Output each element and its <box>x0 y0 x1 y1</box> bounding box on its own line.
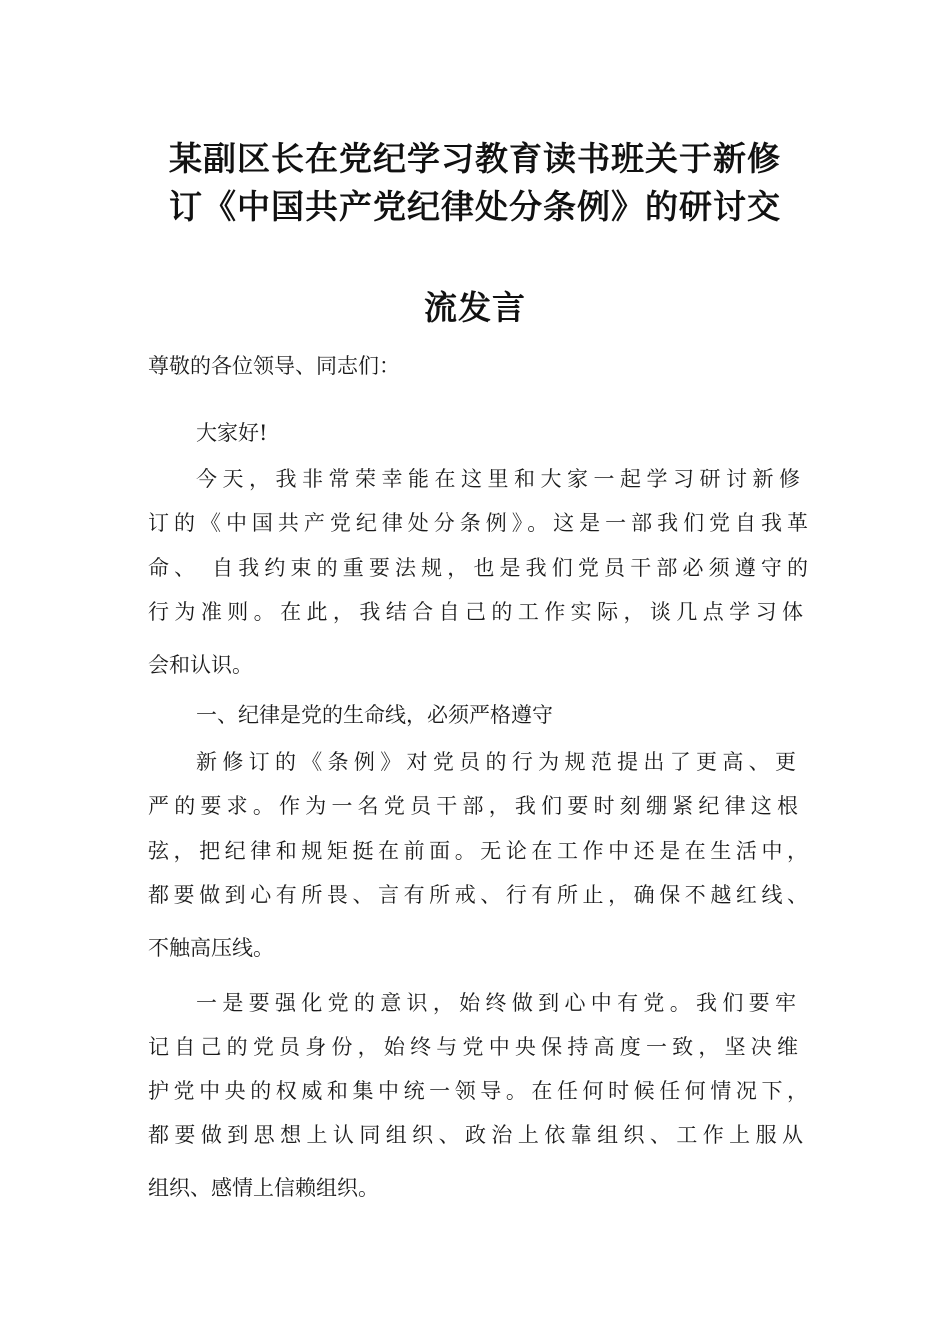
salutation: 尊敬的各位领导、同志们： <box>148 354 400 378</box>
paragraph-line: 不触高压线。 <box>148 936 274 960</box>
paragraph-line: 命、 自我约束的重要法规，也是我们党员干部必须遵守的 <box>148 556 808 580</box>
paragraph-line: 行为准则。在此，我结合自己的工作实际，谈几点学习体 <box>148 600 803 624</box>
paragraph-line: 弦，把纪律和规矩挺在前面。无论在工作中还是在生活中， <box>148 839 808 863</box>
greeting: 大家好! <box>196 421 268 445</box>
paragraph-line: 一是要强化党的意识，始终做到心中有党。我们要牢 <box>196 991 796 1015</box>
paragraph-line: 护党中央的权威和集中统一领导。在任何时候任何情况下， <box>148 1079 808 1103</box>
title-line-3: 流发言 <box>424 288 526 327</box>
paragraph-line: 都要做到心有所畏、言有所戒、行有所止，确保不越红线、 <box>148 883 808 907</box>
paragraph-line: 严的要求。作为一名党员干部，我们要时刻绷紧纪律这根 <box>148 794 798 818</box>
paragraph-line: 记自己的党员身份，始终与党中央保持高度一致，坚决维 <box>148 1035 798 1059</box>
paragraph-line: 都要做到思想上认同组织、政治上依靠组织、工作上服从 <box>148 1123 803 1147</box>
paragraph-line: 会和认识。 <box>148 653 253 677</box>
paragraph-line: 订的《中国共产党纪律处分条例》。这是一部我们党自我革 <box>148 511 808 535</box>
title-line-2: 订《中国共产党纪律处分条例》的研讨交 <box>169 187 781 226</box>
section-heading: 一、纪律是党的生命线，必须严格遵守 <box>196 703 553 727</box>
paragraph-line: 今天，我非常荣幸能在这里和大家一起学习研讨新修 <box>196 467 800 491</box>
title-line-1: 某副区长在党纪学习教育读书班关于新修 <box>169 139 781 178</box>
paragraph-line: 组织、感情上信赖组织。 <box>148 1176 379 1200</box>
paragraph-line: 新修订的《条例》对党员的行为规范提出了更高、更 <box>196 750 796 774</box>
